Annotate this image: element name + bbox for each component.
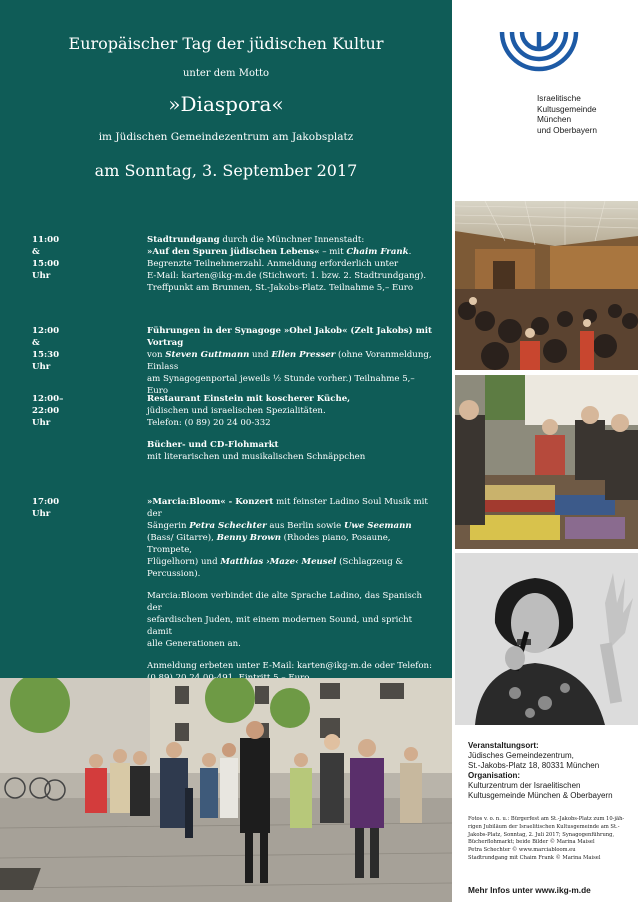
event-heading: Führungen in der Synagoge »Ohel Jakob« (Zelt Jakobs) mit Vortrag (147, 326, 433, 348)
event-text: (ohne Voranmeldung, Einlass (147, 350, 432, 372)
photo-book-market (455, 375, 638, 549)
credit-line: rigen Jubiläum der Israelitischen Kultusgemeinde am St.- (468, 823, 620, 830)
event-text: aus Berlin sowie (266, 521, 344, 531)
artist-name: Uwe Seemann (343, 521, 412, 531)
photo-city-walk (0, 678, 452, 902)
event-text: . (408, 247, 412, 257)
photo-singer (455, 553, 638, 725)
event-text: durch die Münchner Innenstadt: (219, 235, 365, 245)
credit-line: Fotos v. o. n. u.: Bürgerfest am St.-Jakobs-Platz zum 10-jäh- (468, 816, 625, 822)
event-text: (Schlagzeug & Percussion). (147, 557, 404, 579)
event-time: 11:00 & 15:00 Uhr (32, 235, 60, 281)
event-text: sefardischen Juden, mit einem modernen Sound, und spricht damit (147, 615, 413, 637)
event-text: Sängerin (147, 521, 190, 531)
event-date: am Sonntag, 3. September 2017 (94, 161, 358, 180)
logo-line: und Oberbayern (537, 124, 597, 135)
menorah-arcs-logo-icon (494, 30, 584, 82)
guide-name: Chaim Frank (346, 247, 409, 257)
more-info-link[interactable]: Mehr Infos unter www.ikg-m.de (468, 885, 591, 895)
event-text: am Synagogenportal jeweils ½ Stunde vorher.) Teilnahme 5,– Euro (147, 374, 415, 396)
venue-label: Veranstaltungsort: (468, 741, 539, 750)
photo-community-hall (455, 201, 638, 370)
event-heading: Bücher- und CD-Flohmarkt (147, 440, 279, 450)
event-description (147, 234, 437, 294)
logo-line: München (537, 114, 572, 124)
event-text: (Bass/ Gitarre), (147, 533, 217, 543)
event-text: mit literarischen und musikalischen Schnäppchen (147, 452, 366, 462)
event-text: Marcia:Bloom verbindet die alte Sprache Ladino, das Spanisch der (147, 591, 423, 613)
event-text: Anmeldung erbeten unter E-Mail: karten@ikg-m.de oder Telefon: (147, 661, 432, 671)
artist-name: Benny Brown (216, 533, 281, 543)
event-text: von (147, 350, 166, 360)
event-text: Begrenzte Teilnehmerzahl. Anmeldung erforderlich unter (147, 259, 399, 269)
event-text: alle Generationen an. (147, 639, 241, 649)
event-text: Flügelhorn) und (147, 557, 221, 567)
artist-name: Petra Schechter (189, 521, 267, 531)
motto-theme: »Diaspora« (168, 92, 284, 116)
credit-line: Stadtrundgang mit Chaim Frank © Marina Maisel (468, 854, 601, 861)
event-text: jüdischen und israelischen Spezialitäten. (147, 406, 326, 416)
event-text: E-Mail: karten@ikg-m.de (Stichwort: 1. bzw. 2. Stadtrundgang). (147, 271, 427, 281)
event-text: (Rhodes piano, Posaune, Trompete, (147, 533, 391, 555)
credit-line: Jakobs-Platz, Sonntag, 2. Juli 2017; Synagogenführung, (468, 831, 615, 838)
event-text: Treffpunkt am Brunnen, St.-Jakobs-Platz. Teilnahme 5,– Euro (147, 283, 414, 293)
event-time: 12:00–22:00 Uhr (32, 394, 64, 428)
photo-credits (468, 816, 636, 863)
event-text: mit feinster Ladino Soul Musik mit der (147, 497, 428, 519)
event-heading: Restaurant Einstein mit koscherer Küche, (147, 394, 351, 404)
event-text: – mit (319, 247, 347, 257)
venue-address: St.-Jakobs-Platz 18, 80331 München (468, 761, 600, 770)
event-time: 17:00 Uhr (32, 497, 60, 519)
organisation-label: Organisation: (468, 771, 521, 780)
credit-line: Petra Schechter © www.marciabloom.eu (468, 847, 576, 854)
event-text: und (249, 350, 272, 360)
event-heading: Stadtrundgang (147, 235, 220, 245)
credit-line: Bücherflohmarkt; beide Bilder © Marina Maisel (468, 839, 595, 846)
event-heading: »Marcia:Bloom« - Konzert (147, 497, 274, 507)
event-title: Europäischer Tag der jüdischen Kultur (68, 34, 384, 53)
tour-title: »Auf den Spuren jüdischen Lebens« (147, 247, 320, 257)
speaker-name: Ellen Presser (271, 350, 336, 360)
event-info (468, 741, 636, 801)
venue-address: Jüdisches Gemeindezentrum, (468, 751, 574, 760)
logo-line: Kultusgemeinde (537, 103, 597, 114)
artist-name: Matthias ›Maze‹ Meusel (220, 557, 337, 567)
event-description (147, 393, 437, 463)
event-description (147, 325, 437, 397)
speaker-name: Steven Guttmann (165, 350, 250, 360)
motto-intro: unter dem Motto (182, 68, 270, 79)
event-time: 12:00 & 15:30 Uhr (32, 326, 60, 372)
event-text: Telefon: (0 89) 20 24 00-332 (147, 418, 271, 428)
logo-line: Israelitische (537, 93, 581, 103)
organisation-text: Kulturzentrum der Israelitischen (468, 781, 581, 790)
organisation-name (537, 93, 637, 135)
organisation-text: Kultusgemeinde München & Oberbayern (468, 791, 613, 800)
venue-line: im Jüdischen Gemeindezentrum am Jakobsplatz (98, 131, 354, 143)
